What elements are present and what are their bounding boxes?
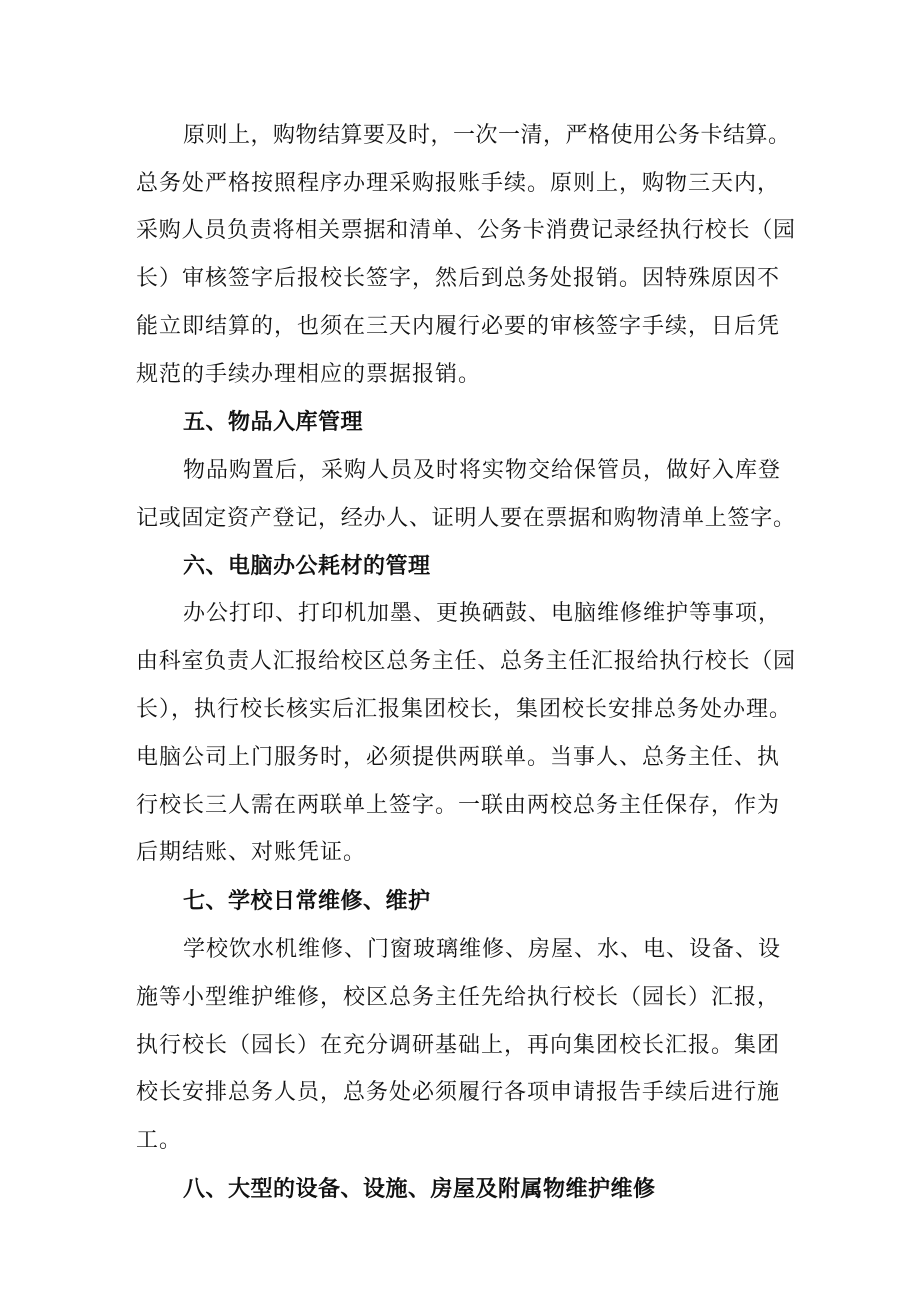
section-heading: 六、电脑办公耗材的管理 — [183, 554, 431, 579]
paragraph-line: 采购人员负责将相关票据和清单、公务卡消费记录经执行校长（园 — [136, 218, 796, 243]
paragraph-line: 记或固定资产登记，经办人、证明人要在票据和购物清单上签字。 — [136, 506, 796, 531]
section-heading: 五、物品入库管理 — [183, 410, 364, 435]
paragraph-line: 办公打印、打印机加墨、更换硒鼓、电脑维修维护等事项， — [183, 601, 782, 626]
paragraph-line: 施等小型维护维修，校区总务主任先给执行校长（园长）汇报， — [136, 985, 781, 1010]
paragraph-line: 物品购置后，采购人员及时将实物交给保管员，做好入库登 — [183, 458, 782, 483]
paragraph-line: 规范的手续办理相应的票据报销。 — [136, 362, 482, 387]
paragraph-line: 原则上，购物结算要及时，一次一清，严格使用公务卡结算。 — [183, 123, 791, 148]
paragraph-line: 长），执行校长核实后汇报集团校长，集团校长安排总务处办理。 — [136, 697, 793, 722]
section-heading: 七、学校日常维修、维护 — [183, 889, 431, 914]
paragraph-line: 学校饮水机维修、门窗玻璃维修、房屋、水、电、设备、设 — [183, 937, 782, 962]
paragraph-line: 由科室负责人汇报给校区总务主任、总务主任汇报给执行校长（园 — [136, 649, 796, 674]
paragraph-line: 能立即结算的，也须在三天内履行必要的审核签字手续，日后凭 — [136, 314, 781, 339]
paragraph-line: 工。 — [136, 1128, 183, 1153]
paragraph-line: 执行校长（园长）在充分调研基础上，再向集团校长汇报。集团 — [136, 1033, 781, 1058]
paragraph-line: 电脑公司上门服务时，必须提供两联单。当事人、总务主任、执 — [136, 745, 781, 770]
section-heading: 八、大型的设备、设施、房屋及附属物维护维修 — [183, 1177, 656, 1202]
paragraph-line: 总务处严格按照程序办理采购报账手续。原则上，购物三天内， — [136, 171, 781, 196]
paragraph-line: 校长安排总务人员，总务处必须履行各项申请报告手续后进行施 — [136, 1080, 781, 1105]
paragraph-line: 行校长三人需在两联单上签字。一联由两校总务主任保存，作为 — [136, 793, 781, 818]
paragraph-line: 后期结账、对账凭证。 — [136, 840, 367, 865]
paragraph-line: 长）审核签字后报校长签字，然后到总务处报销。因特殊原因不 — [136, 266, 781, 291]
